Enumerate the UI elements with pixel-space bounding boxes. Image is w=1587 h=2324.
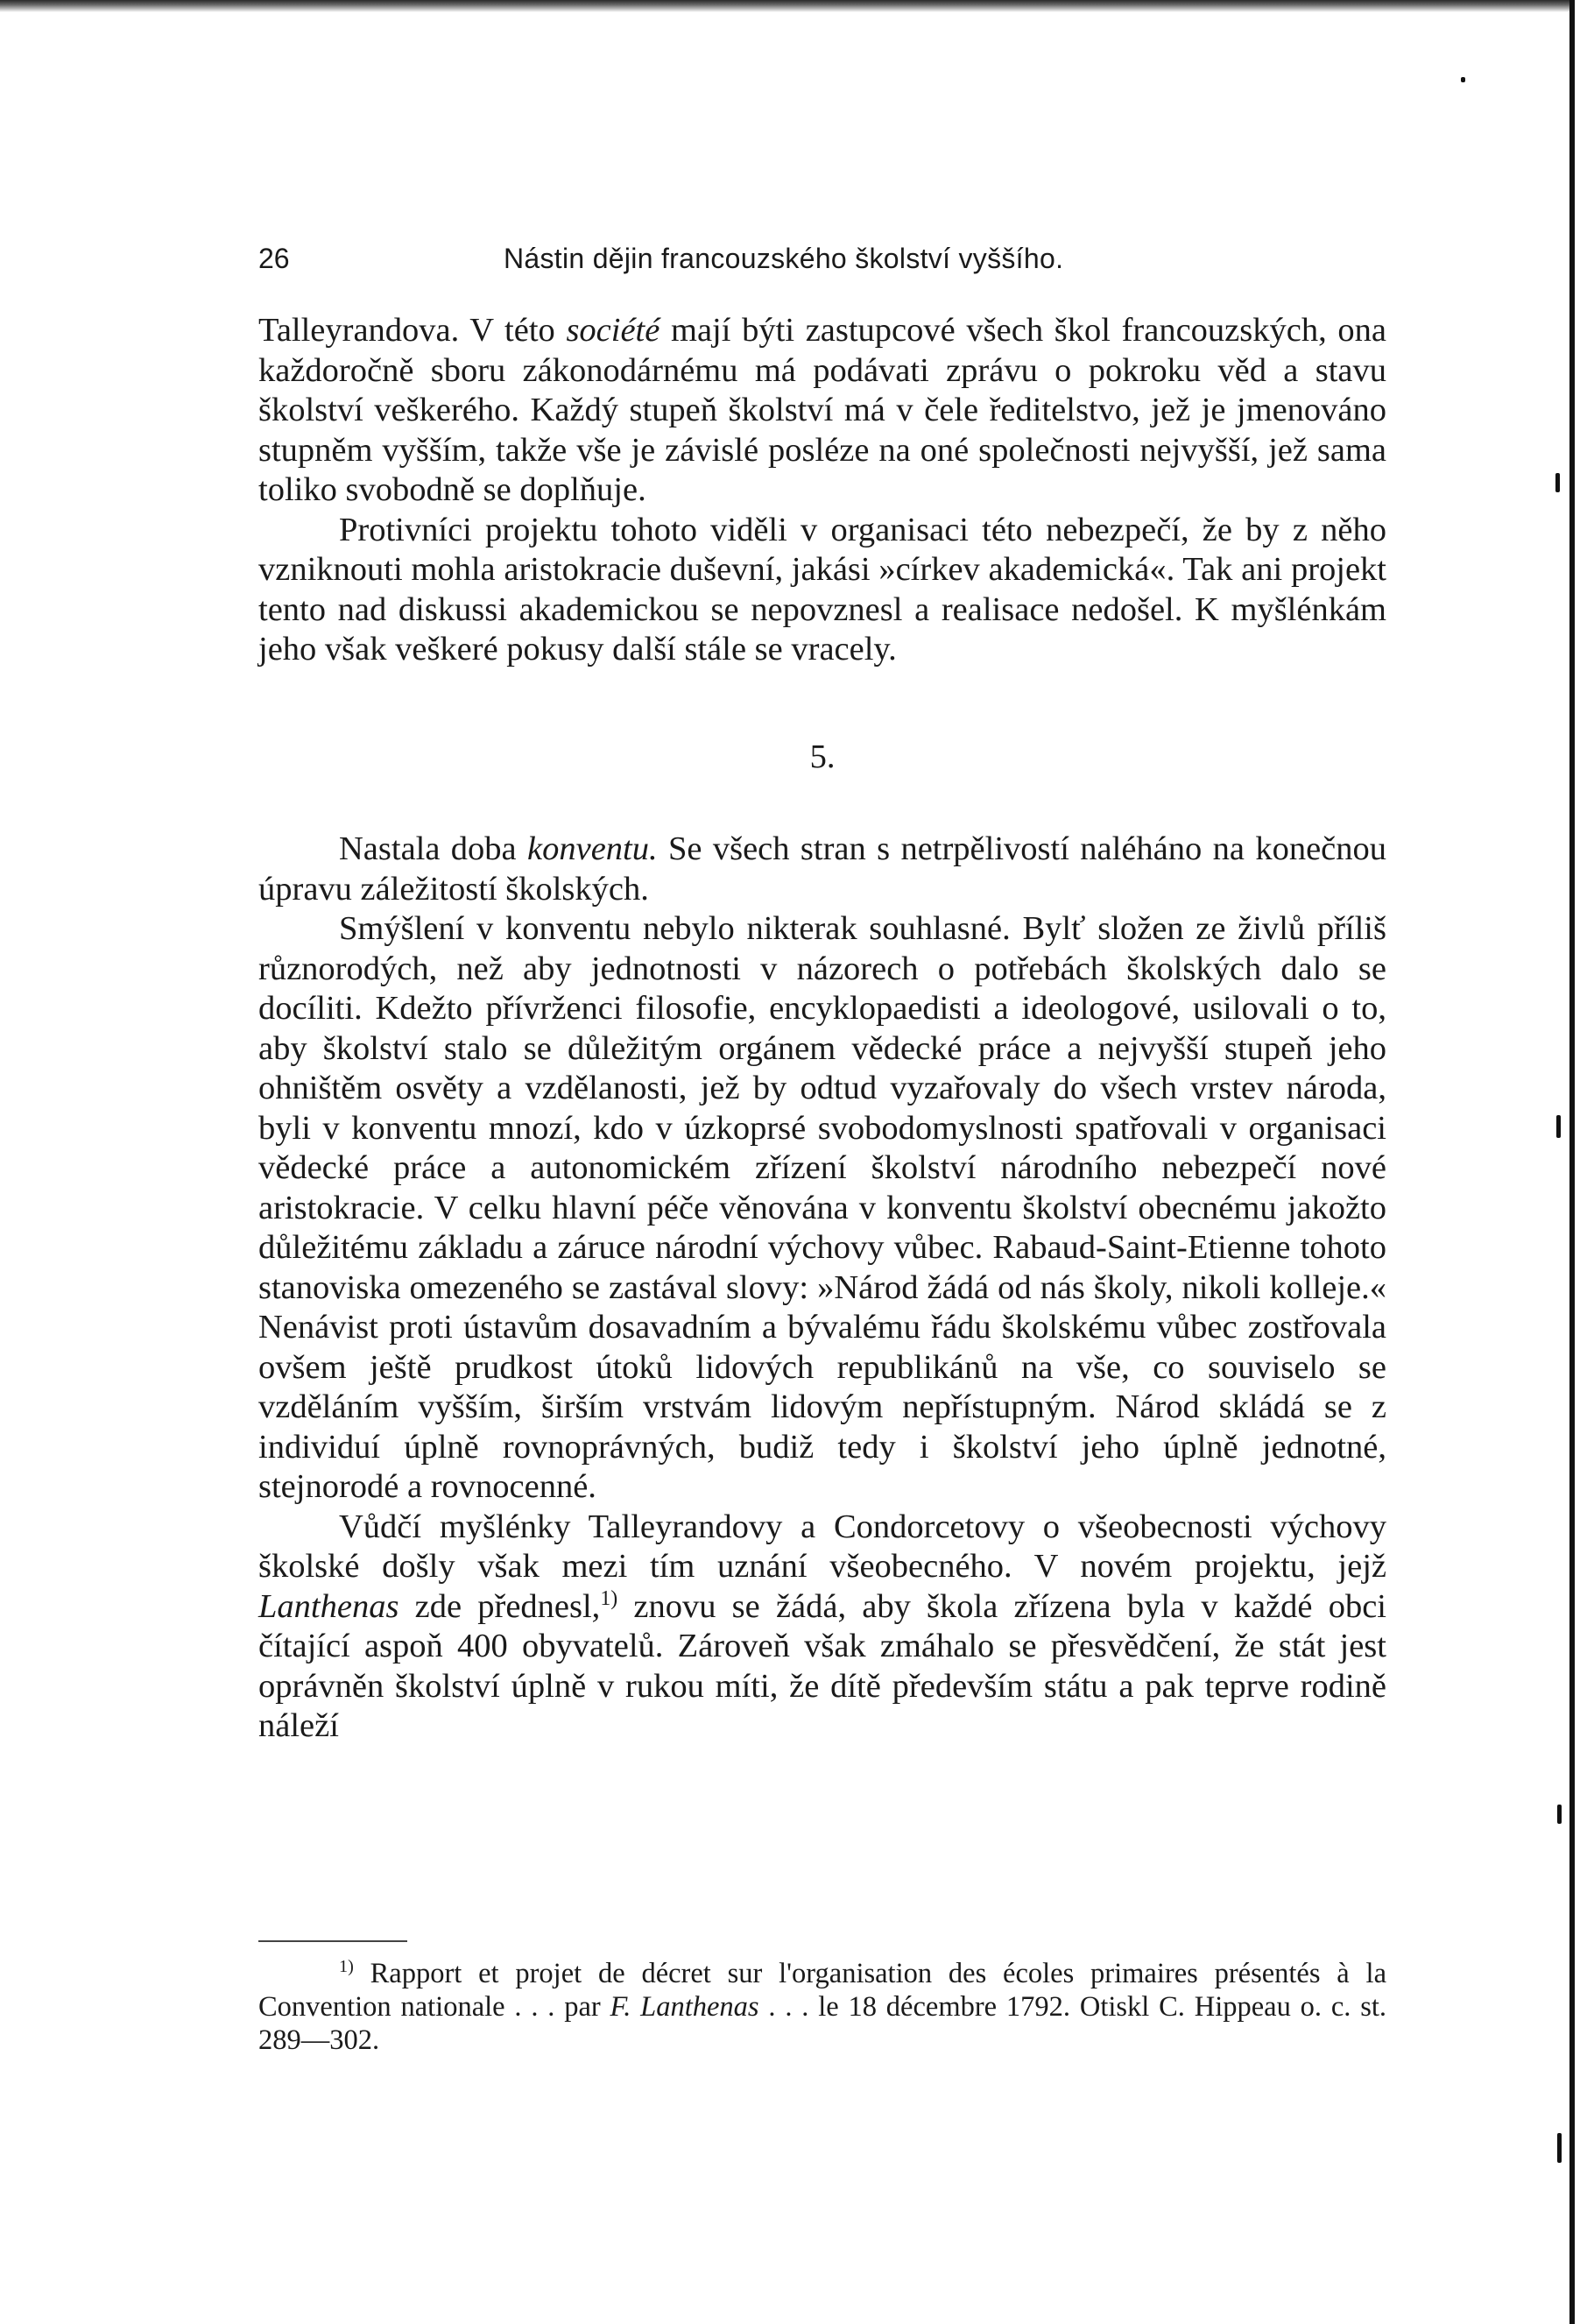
text-run: . . . le 18 décembre 1792. Otiskl C. Hippeau o. c. st. 289—302. — [258, 1991, 1387, 2056]
section-number: 5. — [809, 738, 836, 775]
scan-speck — [1461, 77, 1465, 82]
footnote-marker: 1) — [339, 1957, 354, 1977]
text-run: zde přednesl, — [399, 1587, 601, 1625]
running-header — [258, 237, 1386, 280]
footnote — [258, 1957, 1386, 2057]
scan-speck — [1557, 2133, 1562, 2163]
footnotes — [258, 1957, 1386, 2057]
paragraph — [258, 830, 1386, 909]
scan-right-margin — [1575, 0, 1587, 2324]
text-run: Talleyrandova. V této — [258, 312, 567, 349]
footnote-reference[interactable]: 1) — [600, 1586, 618, 1610]
scan-speck — [1555, 473, 1560, 492]
footnote-divider — [258, 1940, 407, 1942]
paragraph: Smýšlení v konventu nebylo nikterak souhlasné. Bylť složen ze živlů příliš různorodých, než aby jednotnosti v názorech o potřebách školských dalo se docíliti. Kdežto přívrženci filosofie, encyklopaedisti a ideologové, usilovali o to, aby školství stalo se důležitým orgánem vědecké práce a nejvyšší stupeň jeho ohništěm osvěty a vzdělanosti, jež by odtud vyzařovaly do všech vrstev národa, byli v konventu mnozí, kdo v úzkoprsé svobodomyslnosti spatřovali v organisaci vědecké práce a autonomickém zřízení školství národního nebezpečí nové aristokracie. V celku hlavní péče věnována v konventu školství obecnému jakožto důležitému základu a záruce národní výchovy vůbec. Rabaud-Saint-Etienne tohoto stanoviska omezeného se zastával slovy: »Národ žádá od nás školy, nikoli kolleje.« Nenávist proti ústavům dosavadním a bývalému řádu školskému vůbec zostřovala ovšem ještě prudkost útoků lidových republikánů na vše, co souviselo se vzděláním vyšším, širším vrstvám lidovým nepřístupným. Národ skládá se z individuí úplně rovnoprávných, budiž tedy i školství jeho úplně jednotné, stejnorodé a rovnocenné. — [258, 910, 1386, 1505]
italic-term: konventu. — [527, 830, 658, 867]
italic-name: F. Lanthenas — [610, 1991, 759, 2023]
italic-name: Lanthenas — [258, 1587, 399, 1625]
body-text — [258, 311, 1386, 1747]
text-run: Vůdčí myšlénky Talleyrandovy a Condorcetovy o všeobecnosti výchovy školské došly však mezi tím uznání všeobecného. V novém projektu, jejž — [258, 1508, 1386, 1585]
scan-speck — [1556, 1115, 1561, 1138]
text-run: Se všech stran s netrpělivostí naléháno na konečnou úpravu záležitostí školských. — [258, 830, 1386, 908]
scan-top-edge — [0, 0, 1587, 12]
text-run: znovu se žádá, aby škola zřízena byla v každé obci čítající aspoň 400 obyvatelů. Zároveň však zmáhalo se přesvědčení, že stát jest oprávněn školství úplně v rukou míti, že dítě především státu a pak teprve rodině náleží — [258, 1587, 1387, 1744]
paragraph — [258, 311, 1386, 511]
text-run: mají býti zastupcové všech škol francouzských, ona každoročně sboru zákonodárnému má podávati zprávu o pokroku věd a stavu školství veškerého. Každý stupeň školství má v čele ředitelstvo, jež je jmenováno stupněm vyšším, takže vše je závislé posléze na oné společnosti nejvyšší, jež sama toliko svobodně se doplňuje. — [258, 312, 1386, 508]
italic-term: société — [566, 312, 660, 349]
paragraph — [258, 1508, 1386, 1747]
page-number: 26 — [258, 243, 290, 274]
scan-speck — [1557, 1805, 1562, 1824]
text-run: Nastala doba — [339, 830, 528, 867]
text-run: Rapport et projet de décret sur l'organisation des écoles primaires présentés à la Convention nationale . . . par — [258, 1958, 1386, 2023]
running-title: Nástin dějin francouzského školství vyššího. — [504, 243, 1064, 274]
paragraph: Protivníci projektu tohoto viděli v organisaci této nebezpečí, že by z něho vzniknouti mohla aristokracie duševní, jakási »církev akademická«. Tak ani projekt tento nad diskussi akademickou se nepovznesl a realisace nedošel. K myšlénkám jeho však veškeré pokusy další stále se vracely. — [258, 511, 1386, 668]
